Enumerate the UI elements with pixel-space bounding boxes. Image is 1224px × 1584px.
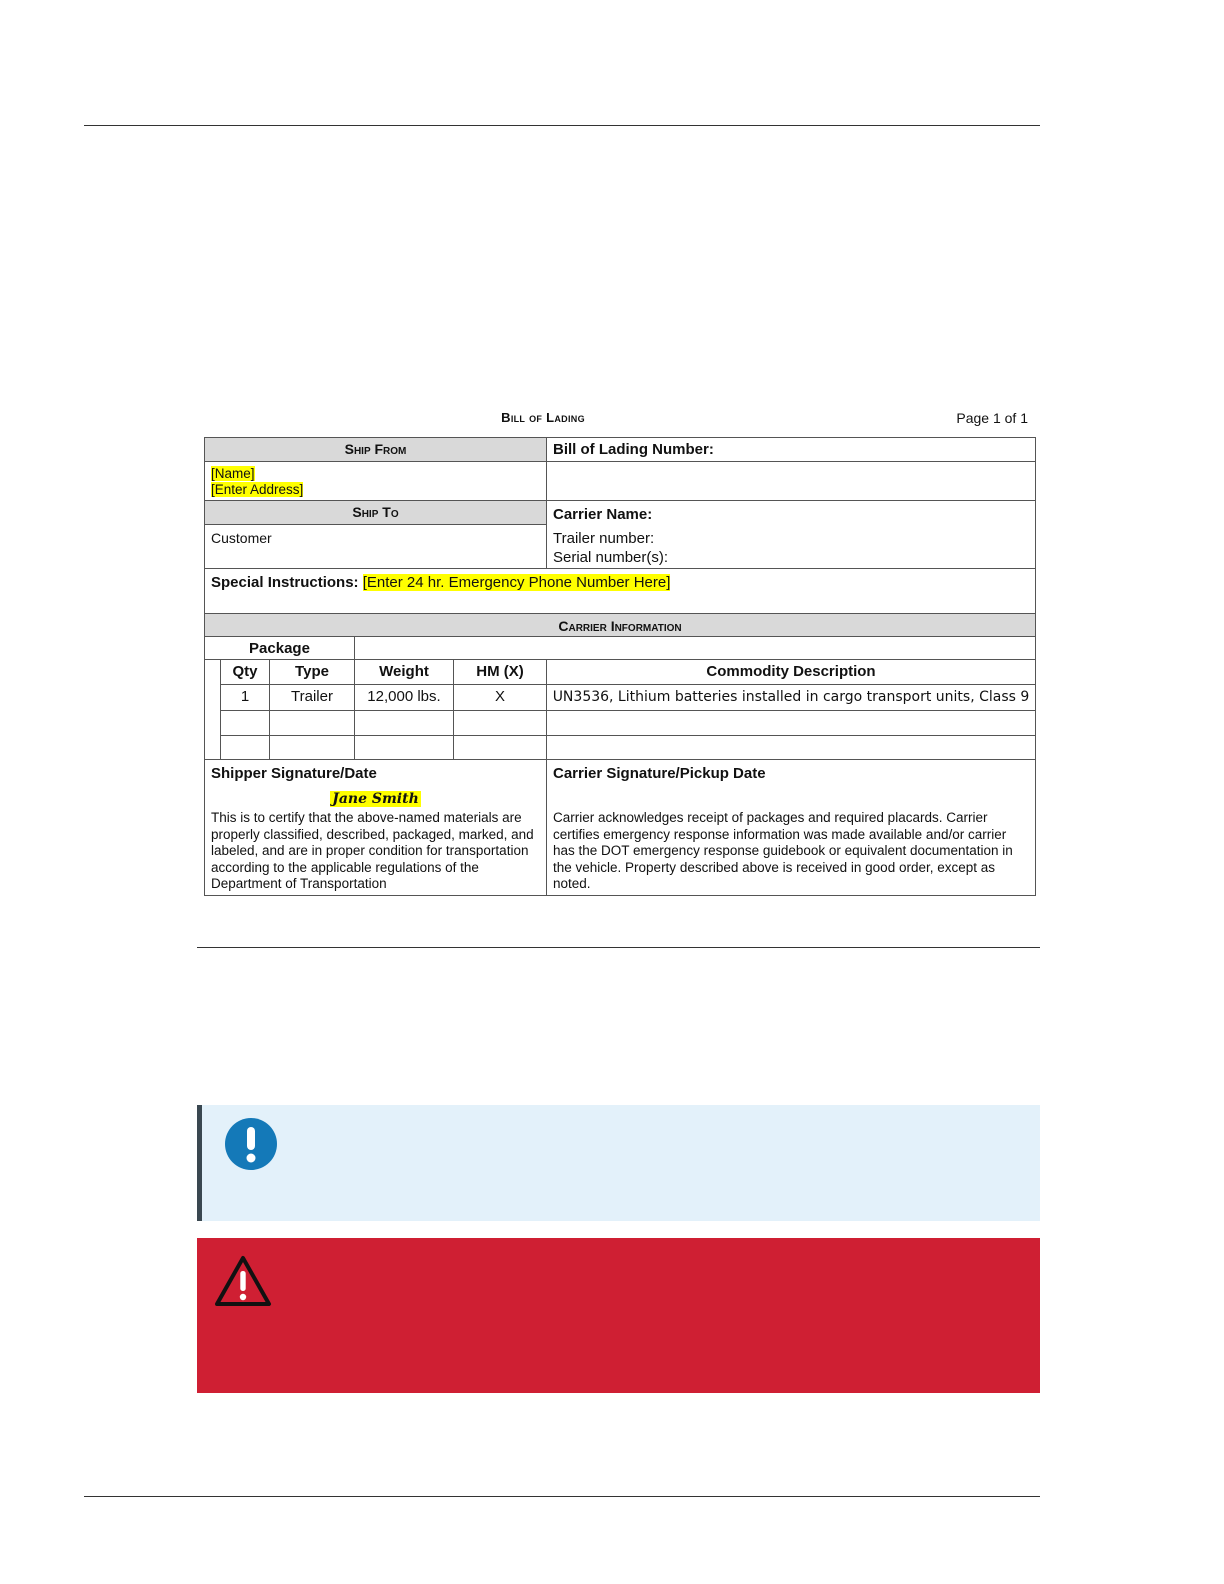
qty-column-header: Qty [220, 659, 270, 685]
page-indicator: Page 1 of 1 [956, 410, 1028, 426]
serial-number-label: Serial number(s): [553, 549, 669, 566]
empty-cell[interactable] [354, 735, 454, 760]
empty-cell[interactable] [269, 735, 355, 760]
empty-cell[interactable] [546, 735, 1036, 760]
footer-rule [84, 1496, 1040, 1497]
carrier-signature-area[interactable] [553, 782, 1029, 810]
notice-box [197, 1105, 1040, 1221]
table-row-qty: 1 [220, 684, 270, 711]
carrier-information-header: Carrier Information [204, 613, 1036, 637]
table-row-description: UN3536, Lithium batteries installed in cargo transport units, Class 9 [546, 684, 1036, 711]
package-header: Package [204, 636, 355, 660]
bol-number-label: Bill of Lading Number: [546, 437, 1036, 462]
bol-number-value[interactable] [546, 461, 1036, 501]
hm-column-header: HM (X) [453, 659, 547, 685]
warning-triangle-icon [213, 1254, 273, 1308]
carrier-signature-block [546, 759, 1036, 896]
bol-title: Bill of Lading [501, 410, 585, 425]
table-row-type: Trailer [269, 684, 355, 711]
trailer-number-label: Trailer number: [553, 530, 655, 547]
table-gutter [204, 659, 221, 760]
section-rule [197, 947, 1040, 948]
bill-of-lading-form [204, 437, 1036, 896]
ship-from-name[interactable]: [Name] [211, 466, 255, 481]
carrier-signature-label: Carrier Signature/Pickup Date [553, 765, 766, 782]
empty-cell[interactable] [220, 735, 270, 760]
shipper-certification: This is to certify that the above-named materials are properly classified, described, packaged, marked, and labeled, and are in proper condition for transportation according to the applicable regulations of the Department of Transportation [211, 810, 534, 891]
carrier-details [546, 500, 1036, 569]
ship-from-address[interactable]: [Enter Address] [211, 482, 304, 497]
empty-cell[interactable] [453, 710, 547, 736]
ship-from-header: Ship From [204, 437, 547, 462]
carrier-acknowledgement: Carrier acknowledges receipt of packages and required placards. Carrier certifies emergency response information was made available and/or carrier has the DOT emergency response guidebook or equivalent documentation in the vehicle. Property described above is received in good order, except as noted. [553, 810, 1013, 891]
ship-from-value [204, 461, 547, 501]
table-row-hm: X [453, 684, 547, 711]
special-instructions-value[interactable]: [Enter 24 hr. Emergency Phone Number Here] [362, 574, 671, 591]
exclamation-circle-icon [224, 1117, 278, 1171]
empty-cell[interactable] [354, 710, 454, 736]
ship-to-value: Customer [204, 524, 547, 569]
weight-column-header: Weight [354, 659, 454, 685]
package-header-spacer [354, 636, 1036, 660]
description-column-header: Commodity Description [546, 659, 1036, 685]
shipper-signature-area[interactable] [211, 790, 540, 810]
shipper-signature-block [204, 759, 547, 896]
table-row-weight: 12,000 lbs. [354, 684, 454, 711]
ship-to-header: Ship To [204, 500, 547, 525]
shipper-signature-label: Shipper Signature/Date [211, 765, 377, 782]
top-rule [84, 125, 1040, 126]
special-instructions [204, 568, 1036, 614]
empty-cell[interactable] [269, 710, 355, 736]
empty-cell[interactable] [546, 710, 1036, 736]
shipper-signature: Jane Smith [332, 791, 419, 807]
carrier-name-label: Carrier Name: [553, 506, 653, 523]
warning-box [197, 1238, 1040, 1393]
special-instructions-label: Special Instructions: [211, 574, 359, 591]
empty-cell[interactable] [453, 735, 547, 760]
type-column-header: Type [269, 659, 355, 685]
empty-cell[interactable] [220, 710, 270, 736]
